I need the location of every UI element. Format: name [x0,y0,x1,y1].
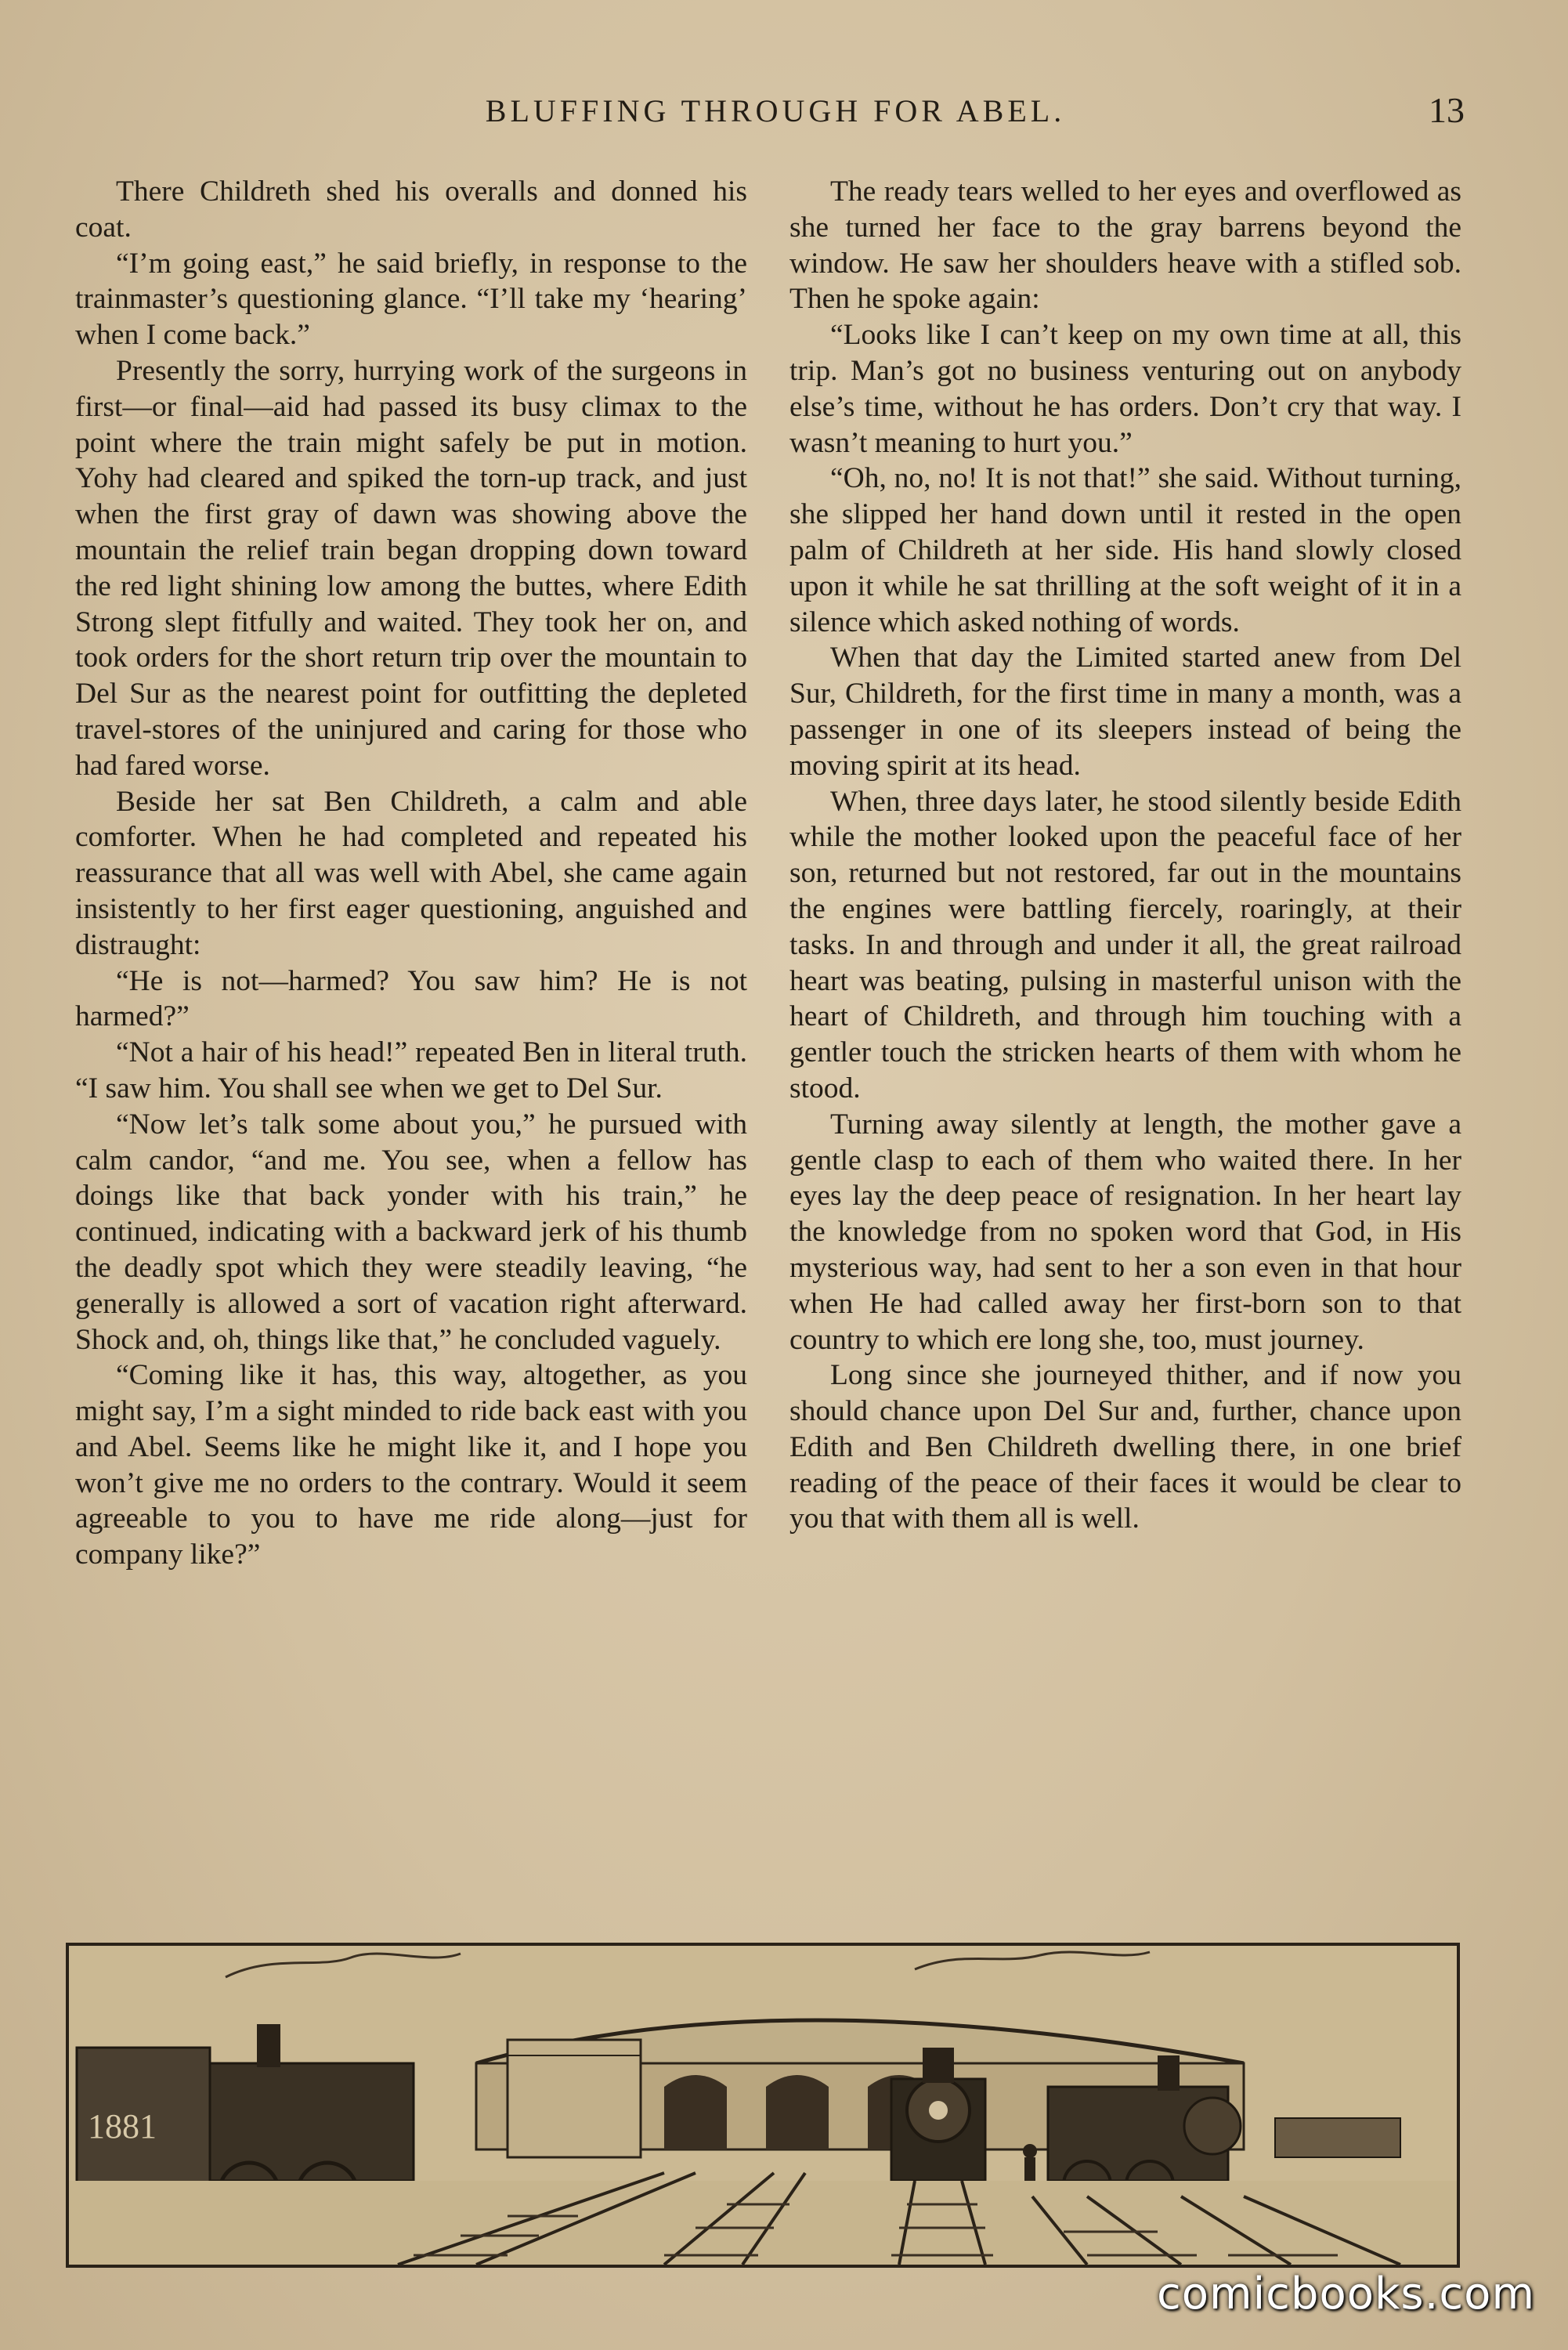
paragraph: “I’m going east,” he said briefly, in response to the trainmaster’s questioning glance. “I’ll take my ‘hearing’ when I come back.” [75,247,747,352]
paragraph: “Coming like it has, this way, altogether, as you might say, I’m a sight minded to ride back east with you and Abel. Seems like he might like it, and I hope you won’t give me no orders to the contrary. Would it seem agreeable to you to have me ride along—just for company like?” [75,1359,747,1571]
paragraph: “Looks like I can’t keep on my own time at all, this trip. Man’s got no business venturing out on anybody else’s time, without he has orders. Don’t cry that way. I wasn’t meaning to hurt you.” [789,319,1461,459]
paragraph: Turning away silently at length, the mother gave a gentle clasp to each of them who waited there. In her eyes lay the deep peace of resignation. In her heart lay the knowledge from no spoken word that God, in His mysterious way, had sent to her a son even in that hour when He had called away her first-born son to that country to which ere long she, too, must journey. [789,1108,1461,1356]
paragraph: Beside her sat Ben Childreth, a calm and able comforter. When he had completed and repeated his reassurance that all was well with Abel, she came again insistently to her first eager questioning, anguished and distraught: [75,785,747,961]
paragraph: “Oh, no, no! It is not that!” she said. Without turning, she slipped her hand down until it rested in the open palm of Childreth at her side. His hand slowly closed upon it while he sat thrilling at the soft weight of it in a silence which asked nothing of words. [789,462,1461,638]
rail-yard-illustration [66,1943,1460,2268]
paragraph: “Now let’s talk some about you,” he pursued with calm candor, “and me. You see, when a fellow has doings like that back yonder with his train,” he continued, indicating with a backward jerk of his thumb the deadly spot which they were steadily leaving, “he generally is allowed a sort of vacation right afterward. Shock and, oh, things like that,” he concluded vaguely. [75,1108,747,1356]
paragraph: Long since she journeyed thither, and if now you should chance upon Del Sur and, further, chance upon Edith and Ben Childreth dwelling there, in one brief reading of the peace of their faces it would be clear to you that with them all is well. [789,1359,1461,1535]
right-text-column [789,174,1461,1537]
paragraph: “He is not—harmed? You saw him? He is not harmed?” [75,964,747,1033]
paragraph: There Childreth shed his overalls and donned his coat. [75,175,747,244]
paragraph: The ready tears welled to her eyes and overflowed as she turned her face to the gray barrens beyond the window. He saw her shoulders heave with a stifled sob. Then he spoke again: [789,175,1461,316]
left-text-column [75,174,747,1573]
rail-yard-drawing [69,1946,1457,2265]
paragraph: When that day the Limited started anew from Del Sur, Childreth, for the first time in many a month, was a passenger in one of its sleepers instead of being the moving spirit at its head. [789,642,1461,782]
page-number: 13 [1429,90,1465,130]
paragraph: Presently the sorry, hurrying work of the surgeons in first—or final—aid had passed its busy climax to the point where the train might safely be put in motion. Yohy had cleared and spiked the torn-up track, and just when the first gray of dawn was showing above the mountain the relief train began dropping down toward the red light shining low among the buttes, where Edith Strong slept fitfully and waited. They took her on, and took orders for the short return trip over the mountain to Del Sur as the nearest point for outfitting the depleted travel-stores of the uninjured and caring for those who had fared worse. [75,354,747,782]
paragraph: “Not a hair of his head!” repeated Ben in literal truth. “I saw him. You shall see when we get to Del Sur. [75,1036,747,1104]
page-header [0,92,1568,139]
paragraph: When, three days later, he stood silently beside Edith while the mother looked upon the peaceful face of her son, returned but not restored, far out in the mountains the engines were battling fiercely, roaringly, at their tasks. In and through and under it all, the great railroad heart was beating, pulsing in masterful unison with the heart of Childreth, and through him touching with a gentler touch the stricken hearts of them with whom he stood. [789,785,1461,1104]
running-title: BLUFFING THROUGH FOR ABEL. [485,93,1066,128]
tender-number: 1881 [88,2107,157,2146]
watermark: comicbooks.com [1156,2269,1535,2319]
